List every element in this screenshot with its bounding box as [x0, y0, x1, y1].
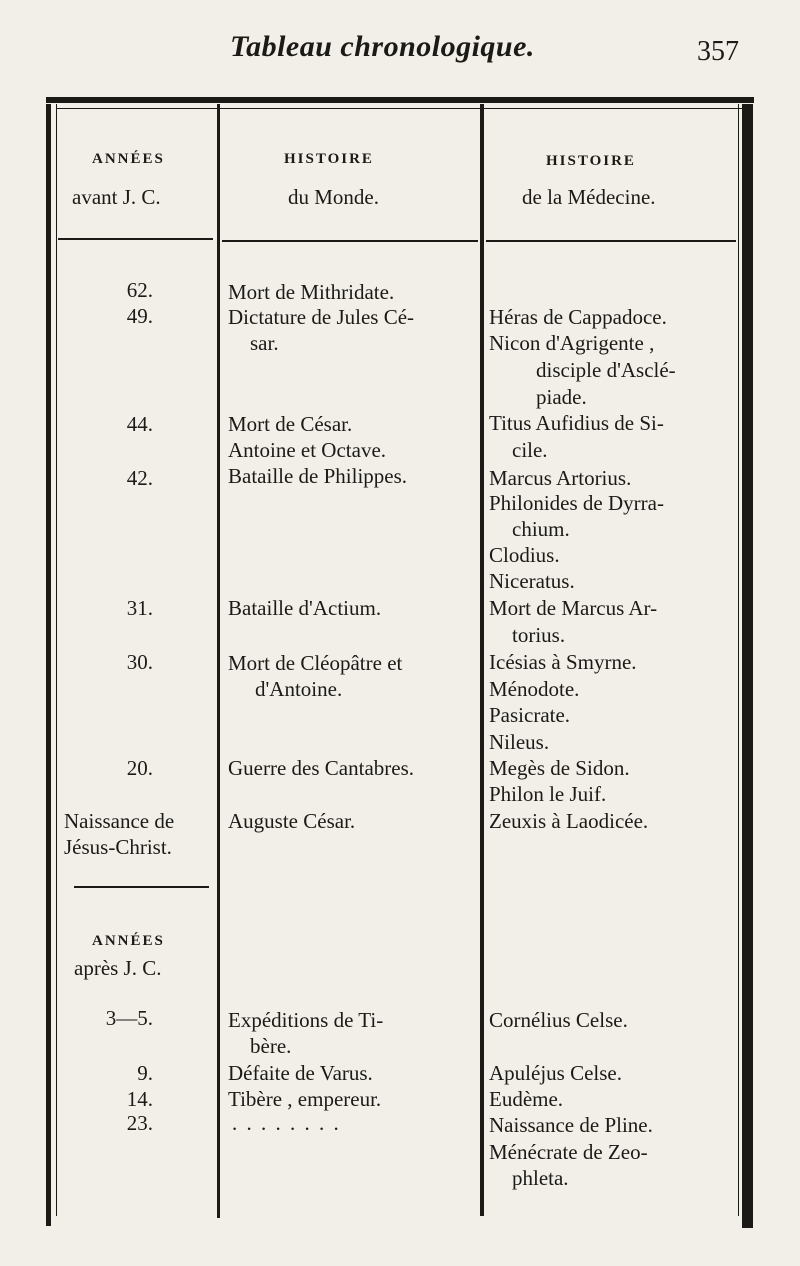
- frame-rule-left-inner: [56, 104, 57, 1216]
- monde-entry: Antoine et Octave.: [228, 438, 387, 462]
- medecine-entry: Ménodote.: [489, 677, 580, 701]
- col1-header-sub: avant J. C.: [72, 185, 161, 209]
- medecine-entry: Clodius.: [489, 543, 560, 567]
- monde-entry: Tibère , empereur.: [228, 1087, 382, 1111]
- monde-entry: Mort de Cléopâtre et: [228, 651, 403, 675]
- medecine-entry: Nileus.: [489, 730, 550, 754]
- medecine-entry: Eudème.: [489, 1087, 564, 1111]
- running-title: Tableau chronologique.: [230, 30, 535, 63]
- frame-rule-top-inner: [56, 108, 742, 109]
- page-number: 357: [697, 36, 739, 67]
- col1-header-caps: ANNÉES: [92, 151, 165, 167]
- monde-entry: Défaite de Varus.: [228, 1061, 373, 1085]
- header-rule-col1: [58, 238, 213, 240]
- year-cell: 30.: [126, 650, 153, 674]
- monde-entry: Auguste César.: [228, 809, 356, 833]
- year-cell: Jésus-Christ.: [64, 835, 172, 859]
- frame-rule-left: [46, 104, 51, 1226]
- year-cell: 44.: [126, 412, 153, 436]
- col2-header-sub: du Monde.: [288, 185, 379, 209]
- year-cell: 62.: [126, 278, 153, 302]
- year-cell: 23.: [126, 1111, 153, 1135]
- year-cell: 3—5.: [105, 1006, 153, 1030]
- medecine-entry: phleta.: [512, 1166, 569, 1190]
- medecine-entry: Philon le Juif.: [489, 782, 607, 806]
- medecine-entry: Titus Aufidius de Si-: [489, 411, 664, 435]
- medecine-entry: Icésias à Smyrne.: [489, 650, 637, 674]
- medecine-entry: piade.: [536, 385, 587, 409]
- monde-entry: sar.: [250, 331, 279, 355]
- header-rule-col3: [486, 240, 736, 242]
- column-rule-2: [480, 104, 484, 1216]
- monde-entry: Bataille de Philippes.: [228, 464, 408, 488]
- medecine-entry: Ménécrate de Zeo-: [489, 1140, 648, 1164]
- medecine-entry: torius.: [512, 623, 566, 647]
- monde-entry: Guerre des Cantabres.: [228, 756, 415, 780]
- medecine-entry: chium.: [512, 517, 570, 541]
- monde-entry: Mort de César.: [228, 412, 353, 436]
- col3-header-caps: HISTOIRE: [546, 153, 636, 169]
- era-separator-rule: [74, 886, 209, 888]
- medecine-entry: Cornélius Celse.: [489, 1008, 628, 1032]
- medecine-entry: Mort de Marcus Ar-: [489, 596, 658, 620]
- ad-header-caps: ANNÉES: [92, 933, 165, 949]
- medecine-entry: Philonides de Dyrra-: [489, 491, 664, 515]
- frame-rule-right: [742, 104, 753, 1228]
- frame-rule-right-inner: [738, 104, 739, 1216]
- year-cell: 20.: [126, 756, 153, 780]
- medecine-entry: Naissance de Pline.: [489, 1113, 653, 1137]
- medecine-entry: Pasicrate.: [489, 703, 571, 727]
- year-cell: 42.: [126, 466, 153, 490]
- year-cell: 9.: [137, 1061, 153, 1085]
- header-rule-col2: [222, 240, 478, 242]
- ad-header-sub: après J. C.: [74, 956, 162, 980]
- medecine-entry: Zeuxis à Laodicée.: [489, 809, 649, 833]
- monde-entry: bère.: [250, 1034, 292, 1058]
- medecine-entry: Nicon d'Agrigente ,: [489, 331, 655, 355]
- frame-rule-top: [46, 97, 754, 103]
- monde-entry: Mort de Mithridate.: [228, 280, 395, 304]
- year-cell: Naissance de: [64, 809, 175, 833]
- medecine-entry: Niceratus.: [489, 569, 575, 593]
- medecine-entry: Marcus Artorius.: [489, 466, 632, 490]
- monde-entry: Bataille d'Actium.: [228, 596, 382, 620]
- year-cell: 14.: [126, 1087, 153, 1111]
- year-cell: 31.: [126, 596, 153, 620]
- monde-entry: Dictature de Jules Cé-: [228, 305, 415, 329]
- monde-leader-dots: . . . . . . . .: [232, 1111, 341, 1135]
- col2-header-caps: HISTOIRE: [284, 151, 374, 167]
- medecine-entry: Apuléjus Celse.: [489, 1061, 622, 1085]
- year-cell: 49.: [126, 304, 153, 328]
- column-rule-1: [217, 104, 220, 1218]
- medecine-entry: Megès de Sidon.: [489, 756, 630, 780]
- col3-header-sub: de la Médecine.: [522, 185, 656, 209]
- medecine-entry: Héras de Cappadoce.: [489, 305, 667, 329]
- medecine-entry: disciple d'Asclé-: [536, 358, 676, 382]
- monde-entry: Expéditions de Ti-: [228, 1008, 384, 1032]
- monde-entry: d'Antoine.: [255, 677, 343, 701]
- medecine-entry: cile.: [512, 438, 548, 462]
